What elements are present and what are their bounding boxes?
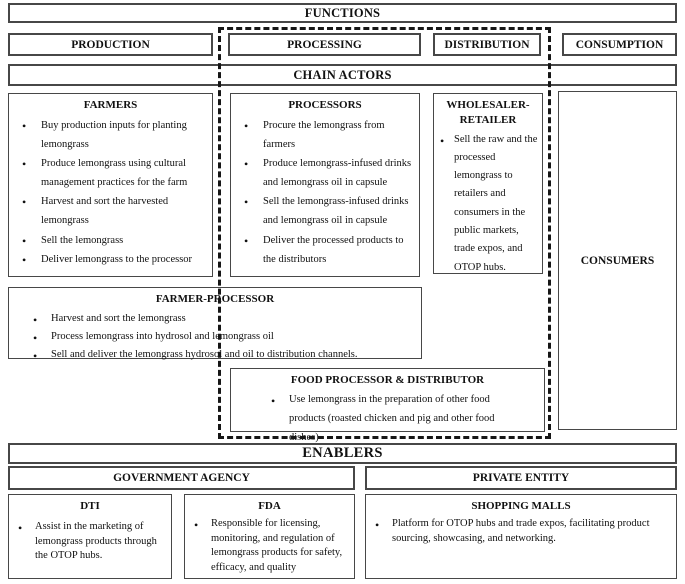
food-processor-distributor-box bbox=[230, 368, 545, 443]
private-entity-header: PRIVATE ENTITY bbox=[365, 466, 677, 490]
fda-box bbox=[184, 494, 355, 579]
list-item: • Sell and deliver the lemongrass hydrosol and oil to distribution channels. bbox=[9, 346, 417, 364]
farmers-box bbox=[8, 93, 213, 277]
list-item: • Platform for OTOP hubs and trade expos, facilitating product sourcing, showcasing, and networking. bbox=[366, 517, 672, 546]
list-item: • Assist in the marketing of lemongrass products through the OTOP hubs. bbox=[9, 520, 167, 564]
functions-header: FUNCTIONS bbox=[8, 3, 677, 23]
chain-actors-header: CHAIN ACTORS bbox=[8, 64, 677, 86]
enablers-header: ENABLERS bbox=[8, 443, 677, 464]
government-agency-header: GOVERNMENT AGENCY bbox=[8, 466, 355, 490]
list-item: • Procure the lemongrass from farmers bbox=[231, 116, 415, 154]
farmers-bullet-list bbox=[9, 116, 212, 269]
shopping-malls-title: SHOPPING MALLS bbox=[471, 500, 571, 512]
processors-title: PROCESSORS bbox=[288, 99, 362, 111]
list-item: • Responsible for licensing, monitoring, and regulation of lemongrass products for safety, efficacy, and quality bbox=[185, 517, 350, 576]
farmer-processor-title: FARMER-PROCESSOR bbox=[155, 293, 275, 305]
function-production: PRODUCTION bbox=[8, 33, 213, 56]
dti-box bbox=[8, 494, 172, 579]
list-item: • Deliver lemongrass to the processor bbox=[9, 250, 208, 269]
consumers-box: CONSUMERS bbox=[558, 91, 677, 430]
processors-bullet-list bbox=[231, 116, 419, 269]
fda-bullet-list bbox=[185, 517, 354, 576]
farmers-title: FARMERS bbox=[83, 99, 138, 111]
farmer-processor-bullet-list bbox=[9, 310, 421, 364]
function-consumption: CONSUMPTION bbox=[562, 33, 677, 56]
wholesaler-retailer-title: WHOLESALER-RETAILER bbox=[446, 99, 530, 126]
wholesaler-retailer-box bbox=[433, 93, 543, 274]
dti-bullet-list bbox=[9, 520, 171, 564]
function-processing: PROCESSING bbox=[228, 33, 421, 56]
list-item: • Sell the raw and the processed lemongrass to retailers and consumers in the public markets, trade expos, and OTOP hubs. bbox=[434, 131, 538, 277]
shopping-malls-box bbox=[365, 494, 677, 579]
list-item: • Harvest and sort the lemongrass bbox=[9, 310, 417, 328]
list-item: • Produce lemongrass using cultural management practices for the farm bbox=[9, 154, 208, 192]
list-item: • Buy production inputs for planting lemongrass bbox=[9, 116, 208, 154]
list-item: • Process lemongrass into hydrosol and lemongrass oil bbox=[9, 328, 417, 346]
list-item: • Sell the lemongrass bbox=[9, 231, 208, 250]
list-item: • Harvest and sort the harvested lemongrass bbox=[9, 192, 208, 230]
wholesaler-retailer-bullet-list bbox=[434, 131, 542, 277]
processors-box bbox=[230, 93, 420, 277]
dti-title: DTI bbox=[80, 500, 100, 512]
food-processor-distributor-title: FOOD PROCESSOR & DISTRIBUTOR bbox=[290, 374, 485, 386]
fda-title: FDA bbox=[258, 500, 281, 512]
farmer-processor-box bbox=[8, 287, 422, 359]
function-distribution: DISTRIBUTION bbox=[433, 33, 541, 56]
list-item: • Deliver the processed products to the distributors bbox=[231, 231, 415, 269]
list-item: • Sell the lemongrass-infused drinks and lemongrass oil in capsule bbox=[231, 192, 415, 230]
shopping-malls-bullet-list bbox=[366, 517, 676, 546]
food-processor-distributor-bullet-list bbox=[231, 391, 544, 448]
list-item: • Use lemongrass in the preparation of other food products (roasted chicken and pig and other food dishes) bbox=[231, 391, 540, 448]
list-item: • Produce lemongrass-infused drinks and lemongrass oil in capsule bbox=[231, 154, 415, 192]
